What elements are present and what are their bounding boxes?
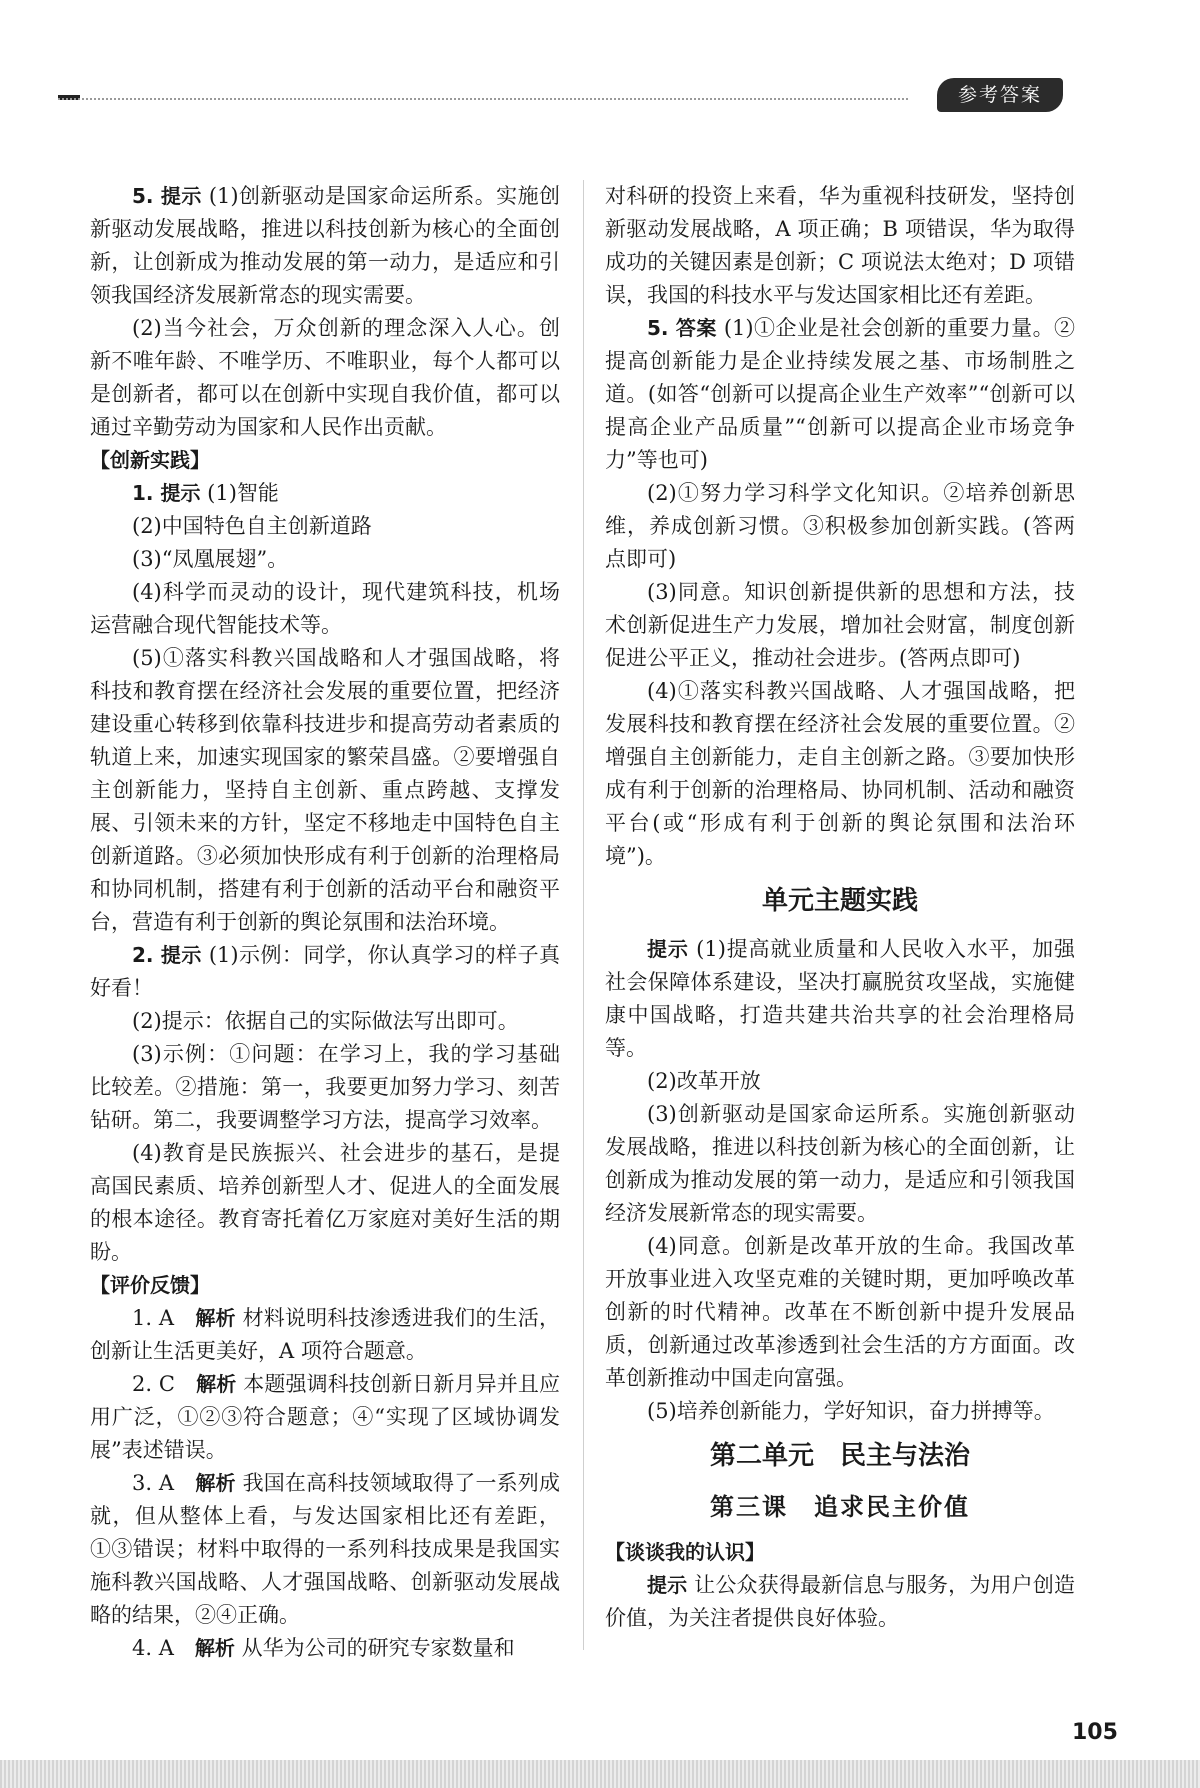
e3-paragraph bbox=[90, 1467, 560, 1632]
q5-paragraph-2: (2)当今社会，万众创新的理念深入人心。创新不唯年龄、不唯学历、不唯职业，每个人都可以是创新者，都可以在创新中实现自我价值，都可以通过辛勤劳动为国家和人民作出贡献。 bbox=[90, 316, 560, 439]
c2-label: 2. 提示 bbox=[132, 943, 202, 967]
e5-paragraph-2: (2)①努力学习科学文化知识。②培养创新思维，养成创新习惯。③积极参加创新实践。(答两点即可) bbox=[605, 481, 1075, 571]
e1-answer: 1. A bbox=[132, 1306, 196, 1330]
c1-paragraph-3: (3)“凤凰展翅”。 bbox=[132, 547, 289, 571]
section-heading-practice: 【创新实践】 bbox=[90, 448, 210, 472]
c1-paragraph-5: (5)①落实科教兴国战略和人才强国战略，将科技和教育摆在经济社会发展的重要位置，把经济建设重心转移到依靠科技进步和提高劳动者素质的轨道上来，加速实现国家的繁荣昌盛。②要增强自主创新能力，坚持自主创新、重点跨越、支撑发展、引领未来的方针，坚定不移地走中国特色自主创新道路。③必须加快形成有利于创新的治理格局和协同机制，搭建有利于创新的活动平台和融资平台，营造有利于创新的舆论氛围和法治环境。 bbox=[90, 646, 560, 934]
e5-paragraph-4: (4)①落实科教兴国战略、人才强国战略，把发展科技和教育摆在经济社会发展的重要位置。②增强自主创新能力，走自主创新之路。③要加快形成有利于创新的治理格局、协同机制、活动和融资平台(或“形成有利于创新的舆论氛围和法治环境”)。 bbox=[605, 679, 1075, 868]
e5-label: 5. 答案 bbox=[647, 316, 717, 340]
unit-label: 提示 bbox=[647, 937, 689, 961]
q5-paragraph bbox=[90, 180, 560, 312]
right-column bbox=[605, 180, 1075, 1635]
unit-paragraph-3: (3)创新驱动是国家命运所系。实施创新驱动发展战略，推进以科技创新为核心的全面创新，让创新成为推动发展的第一动力，是适应和引领我国经济发展新常态的现实需要。 bbox=[605, 1102, 1075, 1225]
unit-text: (1)提高就业质量和人民收入水平，加强社会保障体系建设，坚决打赢脱贫攻坚战，实施健康中国战略，打造共建共治共享的社会治理格局等。 bbox=[605, 937, 1075, 1060]
e2-paragraph bbox=[90, 1368, 560, 1467]
c2-paragraph bbox=[90, 939, 560, 1005]
e1-label: 解析 bbox=[195, 1306, 236, 1330]
left-column bbox=[90, 180, 560, 1665]
e3-label: 解析 bbox=[195, 1471, 236, 1495]
c1-paragraph-2: (2)中国特色自主创新道路 bbox=[132, 514, 372, 538]
c1-paragraph-4: (4)科学而灵动的设计，现代建筑科技，机场运营融合现代智能技术等。 bbox=[90, 580, 560, 637]
e5-text: (1)①企业是社会创新的重要力量。②提高创新能力是企业持续发展之基、市场制胜之道。(如答“创新可以提高企业生产效率”“创新可以提高企业产品质量”“创新可以提高企业市场竞争力”等也可) bbox=[605, 316, 1076, 472]
e4-continuation: 对科研的投资上来看，华为重视科技研发，坚持创新驱动发展战略，A 项正确；B 项错误，华为取得成功的关键因素是创新；C 项说法太绝对；D 项错误，我国的科技水平与发达国家相比还有差距。 bbox=[605, 184, 1075, 307]
header-rule bbox=[58, 98, 908, 100]
q5-label: 5. 提示 bbox=[132, 184, 202, 208]
e1-text: 材料说明科技渗透进我们的生活，创新让生活更美好，A 项符合题意。 bbox=[90, 1306, 560, 1363]
e4-answer: 4. A bbox=[132, 1636, 195, 1660]
c1-text: (1)智能 bbox=[200, 481, 279, 505]
unit-paragraph-4: (4)同意。创新是改革开放的生命。我国改革开放事业进入攻坚克难的关键时期，更加呼唤改革创新的时代精神。改革在不断创新中提升发展品质，创新通过改革渗透到社会生活的方方面面。改革创新推动中国走向富强。 bbox=[605, 1234, 1075, 1390]
unit-paragraph-2: (2)改革开放 bbox=[647, 1069, 761, 1093]
c1-label: 1. 提示 bbox=[132, 481, 201, 505]
e3-text: 我国在高科技领域取得了一系列成就，但从整体上看，与发达国家相比还有差距，①③错误；材料中取得的一系列科技成果是我国实施科教兴国战略、人才强国战略、创新驱动发展战略的结果，②④正确。 bbox=[90, 1471, 560, 1627]
section-heading-understanding: 【谈谈我的认识】 bbox=[605, 1540, 765, 1564]
c2-paragraph-4: (4)教育是民族振兴、社会进步的基石，是提高国民素质、培养创新型人才、促进人的全面发展的根本途径。教育寄托着亿万家庭对美好生活的期盼。 bbox=[90, 1141, 560, 1264]
c2-text: (1)示例：同学，你认真学习的样子真好看！ bbox=[90, 943, 561, 1000]
e2-answer: 2. C bbox=[132, 1372, 197, 1396]
unit-two-title: 第二单元 民主与法治 bbox=[709, 1441, 970, 1471]
footer-band bbox=[0, 1760, 1200, 1788]
t-text: 让公众获得最新信息与服务，为用户创造价值，为关注者提供良好体验。 bbox=[605, 1573, 1075, 1630]
t-paragraph bbox=[605, 1569, 1075, 1635]
answer-key-badge: 参考答案 bbox=[937, 78, 1063, 112]
page-number: 105 bbox=[1072, 1720, 1118, 1745]
c2-paragraph-3: (3)示例：①问题：在学习上，我的学习基础比较差。②措施：第一，我要更加努力学习、刻苦钻研。第二，我要调整学习方法，提高学习效率。 bbox=[90, 1042, 560, 1132]
e3-answer: 3. A bbox=[132, 1471, 196, 1495]
column-divider bbox=[583, 180, 584, 1650]
e5-paragraph-3: (3)同意。知识创新提供新的思想和方法，技术创新促进生产力发展，增加社会财富，制度创新促进公平正义，推动社会进步。(答两点即可) bbox=[605, 580, 1075, 670]
unit-paragraph bbox=[605, 933, 1075, 1065]
q5-text: (1)创新驱动是国家命运所系。实施创新驱动发展战略，推进以科技创新为核心的全面创新，让创新成为推动发展的第一动力，是适应和引领我国经济发展新常态的现实需要。 bbox=[90, 184, 561, 307]
e4-text: 从华为公司的研究专家数量和 bbox=[234, 1636, 515, 1660]
lesson-three-title: 第三课 追求民主价值 bbox=[710, 1492, 970, 1521]
e4-label: 解析 bbox=[194, 1636, 235, 1660]
e2-label: 解析 bbox=[196, 1372, 237, 1396]
e5-paragraph bbox=[605, 312, 1075, 477]
section-heading-feedback: 【评价反馈】 bbox=[90, 1273, 210, 1297]
e4-paragraph bbox=[90, 1632, 560, 1665]
c1-paragraph bbox=[90, 477, 560, 510]
t-label: 提示 bbox=[647, 1573, 688, 1597]
e2-text: 本题强调科技创新日新月异并且应用广泛，①②③符合题意；④“实现了区域协调发展”表述错误。 bbox=[90, 1372, 561, 1462]
unit-practice-title: 单元主题实践 bbox=[761, 886, 918, 916]
e1-paragraph bbox=[90, 1302, 560, 1368]
unit-paragraph-5: (5)培养创新能力，学好知识，奋力拼搏等。 bbox=[647, 1399, 1055, 1423]
c2-paragraph-2: (2)提示：依据自己的实际做法写出即可。 bbox=[132, 1009, 519, 1033]
